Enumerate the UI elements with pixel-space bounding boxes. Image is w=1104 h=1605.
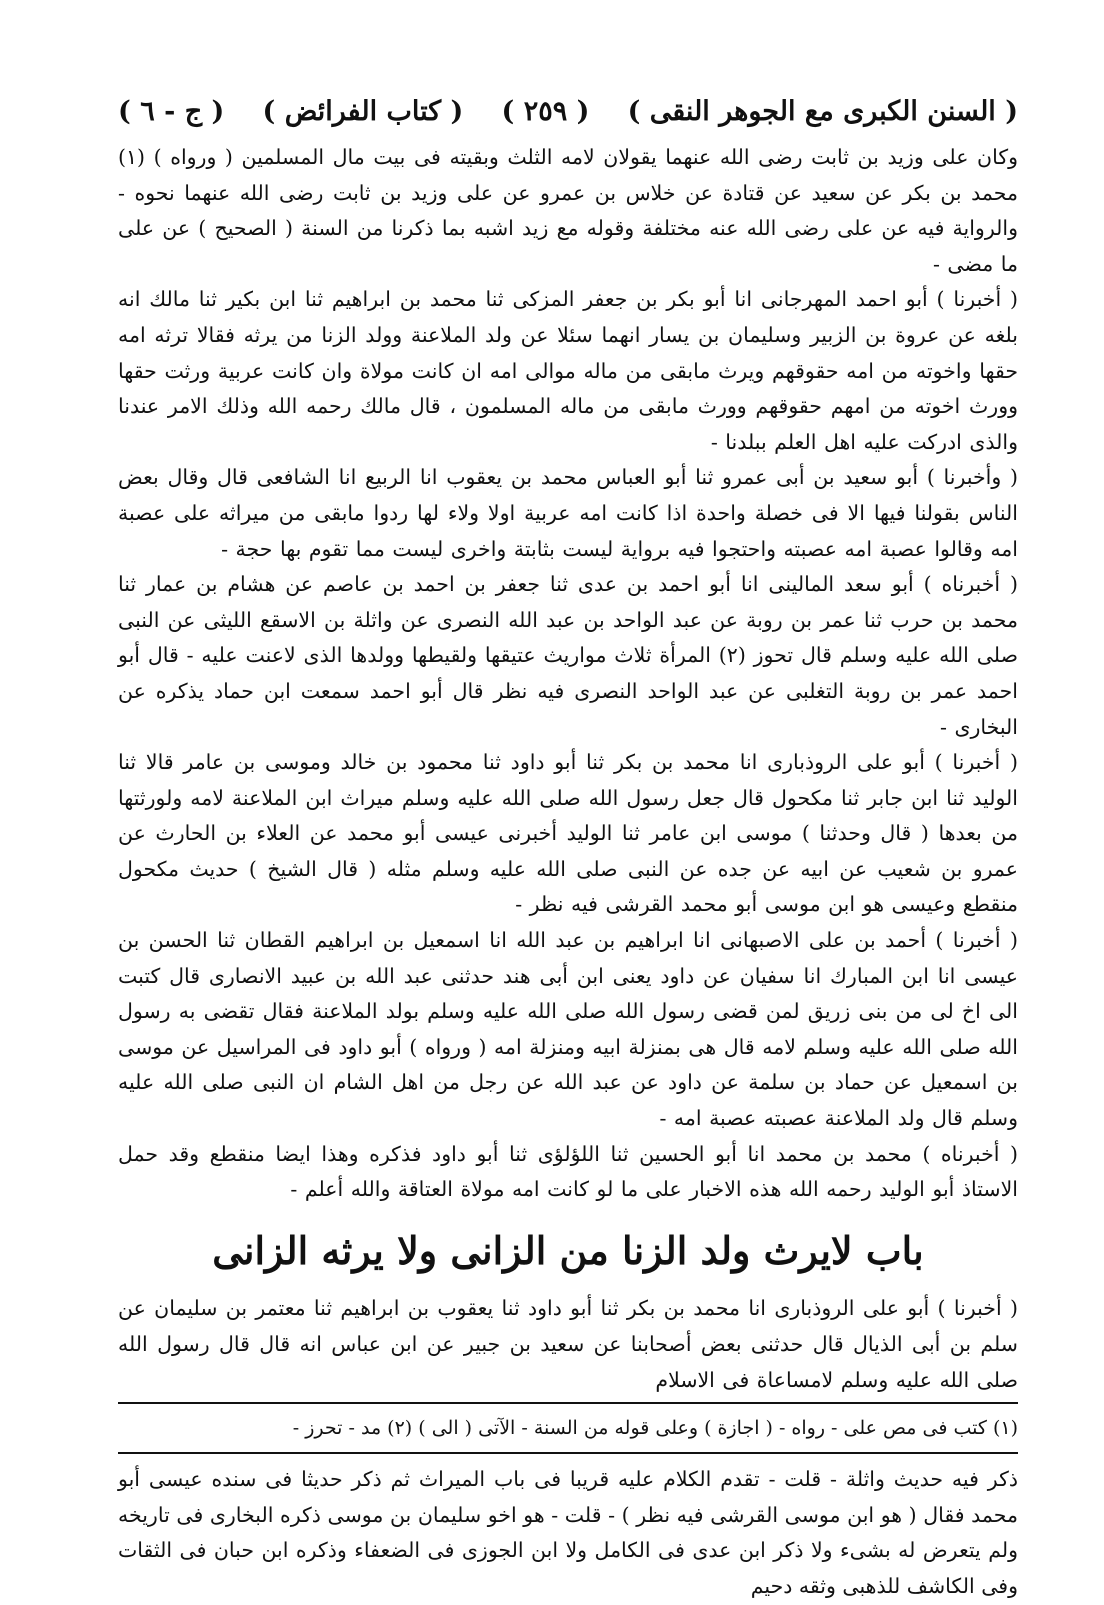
footnote: (١) كتب فى مص على - رواه - ( اجازة ) وعلى قوله من السنة - الآتى ( الى ) (٢) مد - تحرز - [292, 1417, 1018, 1440]
chapter-name: ( كتاب الفرائض ) [262, 95, 464, 127]
chapter-title: باب لايرث ولد الزنا من الزانى ولا يرثه الزانى [212, 1227, 924, 1273]
paragraph: ( أخبرناه ) أبو سعد المالينى انا أبو احمد بن عدى ثنا جعفر بن احمد بن عاصم عن هشام بن عمار ثنا محمد بن حرب ثنا عمر بن روبة عن عبد الواحد بن عبد الله النصرى عن واثلة بن الاسقع الليثى عن النبى صلى الله عليه وسلم قال تحوز (٢) المرأة ثلاث مواريث عتيقها ولقيطها وولدها الذى لاعنت عليه - قال أبو احمد عمر بن روبة التغلبى عن عبد الواحد النصرى فيه نظر قال أبو احمد سمعت ابن حماد يذكره عن البخارى - [118, 572, 1018, 739]
paragraph: ( أخبرنا ) أبو احمد المهرجانى انا أبو بكر بن جعفر المزكى ثنا محمد بن ابراهيم ثنا ابن بكير ثنا مالك انه بلغه عن عروة بن الزبير وسليمان بن يسار انهما سئلا عن ولد الملاعنة وولد الزنا من يرثه فقالا ترثه امه حقها واخوته من امه حقوقهم ويرث مابقى من ماله موالى امه ان كانت مولاة وان كانت عربية ورثت حقها وورث اخوته من امهم حقوقهم وورث مابقى من ماله المسلمون ، قال مالك رحمه الله وذلك الامر عندنا والذى ادركت عليه اهل العلم ببلدنا - [118, 287, 1018, 454]
volume-label: ( ج - ٦ ) [118, 95, 225, 127]
chapter-paragraph: ( أخبرنا ) أبو على الروذبارى انا محمد بن بكر ثنا أبو داود ثنا يعقوب بن ابراهيم ثنا معتمر بن سليمان عن سلم بن أبى الذيال قال حدثنى بعض أصحابنا عن سعيد بن جبير عن ابن عباس انه قال قال رسول الله صلى الله عليه وسلم لامساعاة فى الاسلام [118, 1296, 1018, 1392]
paragraph: ( أخبرنا ) أبو على الروذبارى انا محمد بن بكر ثنا أبو داود ثنا محمود بن خالد وموسى بن عامر قالا ثنا الوليد ثنا ابن جابر ثنا مكحول قال جعل رسول الله صلى الله عليه وسلم ميراث ابن الملاعنة لامه ولورثتها من بعدها ( قال وحدثنا ) موسى ابن عامر ثنا الوليد أخبرنى عيسى أبو محمد عن العلاء بن الحارث عن عمرو بن شعيب عن ابيه عن جده عن النبى صلى الله عليه وسلم مثله ( قال الشيخ ) حديث مكحول منقطع وعيسى هو ابن موسى أبو محمد القرشى فيه نظر - [118, 750, 1018, 917]
book-title: ( السنن الكبرى مع الجوهر النقى ) [627, 95, 1018, 127]
paragraph: ( أخبرنا ) أحمد بن على الاصبهانى انا ابراهيم بن عبد الله انا اسمعيل بن ابراهيم القطان ثنا الحسن بن عيسى انا ابن المبارك انا سفيان عن داود يعنى ابن أبى هند حدثنى عبد الله بن عبيد الانصارى قال كتبت الى اخ لى من بنى زريق لمن قضى رسول الله صلى الله عليه وسلم بولد الملاعنة فقال تقضى به رسول الله صلى الله عليه وسلم لامه قال هى بمنزلة ابيه ومنزلة امه ( ورواه ) أبو داود فى المراسيل عن موسى بن اسمعيل عن حماد بن سلمة عن داود عن عبد الله عن رجل من اهل الشام ان النبى صلى الله عليه وسلم قال ولد الملاعنة عصبته عصبة امه - [118, 928, 1018, 1131]
paragraph: وكان على وزيد بن ثابت رضى الله عنهما يقولان لامه الثلث وبقيته فى بيت مال المسلمين ( ورواه ) (١) محمد بن بكر عن سعيد عن قتادة عن خلاس بن عمرو عن على وزيد بن ثابت رضى الله عنهما نحوه - والرواية فيه عن على رضى الله عنه مختلفة وقوله مع زيد اشبه بما ذكرنا من السنة ( الصحيح ) عن على ما مضى - [118, 145, 1018, 276]
paragraph: ( أخبرناه ) محمد بن محمد انا أبو الحسين ثنا اللؤلؤى ثنا أبو داود فذكره وهذا ايضا منقطع وقد حمل الاستاذ أبو الوليد رحمه الله هذه الاخبار على ما لو كانت امه مولاة العتاقة والله أعلم - [118, 1141, 1018, 1202]
commentary-divider [118, 1452, 1018, 1454]
footnote-divider [118, 1402, 1018, 1404]
commentary-block [118, 1462, 1018, 1598]
commentary: ذكر فيه حديث واثلة - قلت - تقدم الكلام عليه قريبا فى باب الميراث ثم ذكر حديثا فى سنده عيسى أبو محمد فقال ( هو ابن موسى القرشى فيه نظر ) - قلت - هو اخو سليمان بن موسى ذكره البخارى فى تاريخه ولم يتعرض له بشىء ولا ذكر ابن عدى فى الكامل ولا ابن الجوزى فى الضعفاء وذكره ابن حبان فى الثقات وفى الكاشف للذهبى وثقه دحيم [118, 1467, 1018, 1598]
running-header [118, 88, 1018, 134]
page-number: ( ٢٥٩ ) [501, 95, 590, 127]
paragraph: ( وأخبرنا ) أبو سعيد بن أبى عمرو ثنا أبو العباس محمد بن يعقوب انا الربيع انا الشافعى قال وقال بعض الناس بقولنا فيها الا فى خصلة واحدة اذا كانت امه عربية اولا ولاء لها ردوا مابقى من ميراثه على عصبة امه وقالوا عصبة امه عصبته واحتجوا فيه برواية ليست بثابتة واخرى ليست مما تقوم بها حجة - [118, 465, 1018, 561]
